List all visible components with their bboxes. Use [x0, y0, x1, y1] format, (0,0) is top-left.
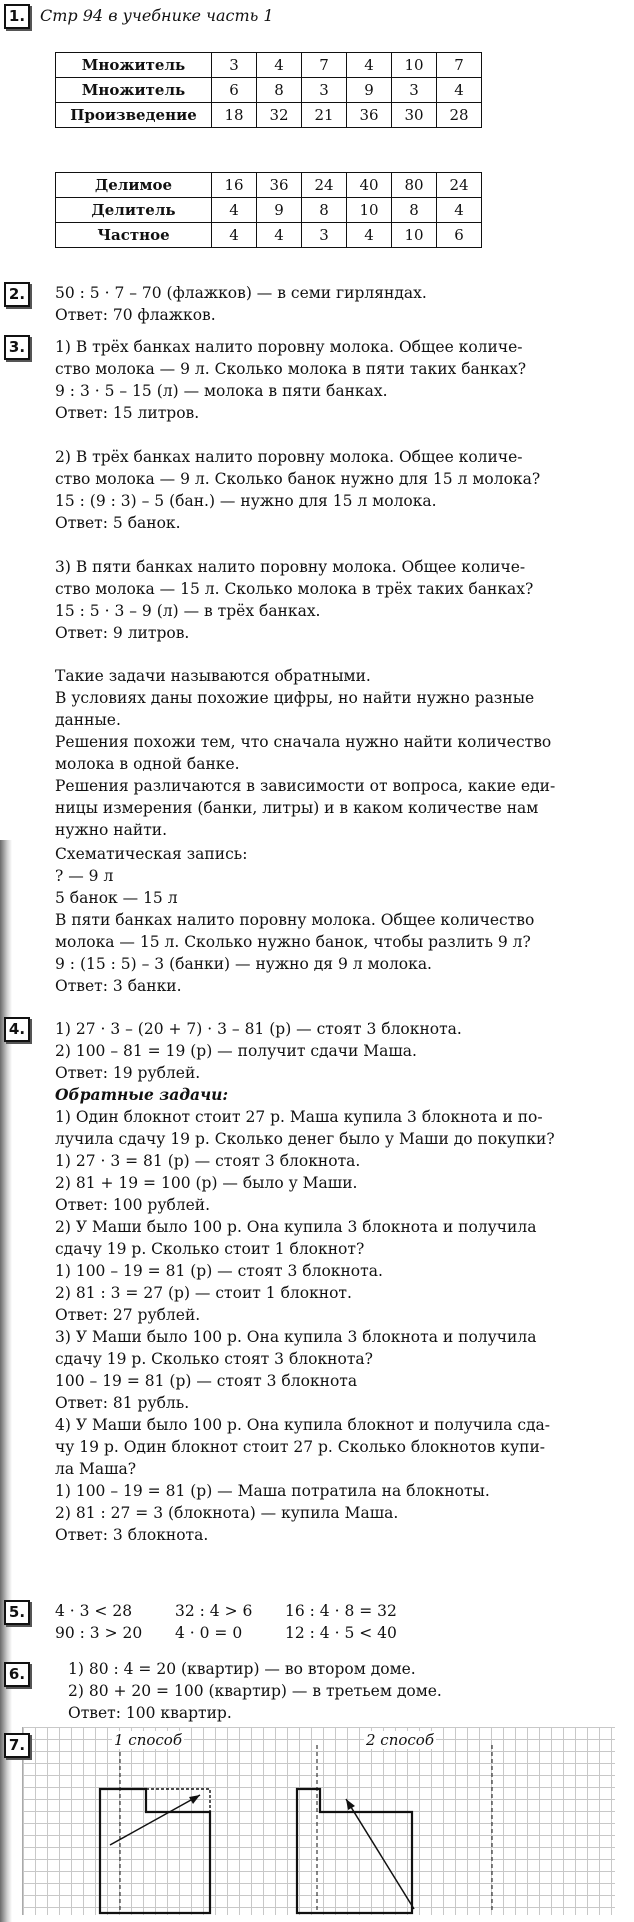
text-line: 2) 80 + 20 = 100 (квартир) — в третьем доме.: [68, 1682, 442, 1700]
text-line: молока в одной банке.: [55, 755, 240, 773]
row-label: Множитель: [56, 53, 212, 78]
text-line: Ответ: 27 рублей.: [55, 1306, 201, 1324]
text-line: ство молока — 15 л. Сколько молока в трёх таких банках?: [55, 580, 534, 598]
text-line: 2) 100 – 81 = 19 (р) — получит сдачи Маша.: [55, 1042, 417, 1060]
table-cell: 4: [212, 223, 257, 248]
text-line: молока — 15 л. Сколько нужно банок, чтобы разлить 9 л?: [55, 933, 531, 951]
text-line: 1) 80 : 4 = 20 (квартир) — во втором доме.: [68, 1660, 416, 1678]
text-line: сдачу 19 р. Сколько стоят 3 блокнота?: [55, 1350, 373, 1368]
table-cell: 24: [302, 173, 347, 198]
text-line: 3) У Маши было 100 р. Она купила 3 блокнота и получила: [55, 1328, 537, 1346]
table-cell: 6: [212, 78, 257, 103]
text-line: 9 : (15 : 5) – 3 (банки) — нужно дя 9 л молока.: [55, 955, 432, 973]
text-line: ство молока — 9 л. Сколько молока в пяти таких банках?: [55, 360, 527, 378]
table-cell: 4: [437, 78, 482, 103]
row-label: Частное: [56, 223, 212, 248]
text-line: 2) 81 : 27 = 3 (блокнота) — купила Маша.: [55, 1504, 399, 1522]
table-cell: 8: [392, 198, 437, 223]
row-label: Делимое: [56, 173, 212, 198]
text-line: чу 19 р. Один блокнот стоит 27 р. Сколько блокнотов купи-: [55, 1438, 546, 1456]
table-cell: 6: [437, 223, 482, 248]
table-cell: 3: [302, 223, 347, 248]
text-line: 15 : (9 : 3) – 5 (бан.) — нужно для 15 л молока.: [55, 492, 437, 510]
table-cell: 3: [212, 53, 257, 78]
text-line: Ответ: 19 рублей.: [55, 1064, 201, 1082]
table-cell: 4: [212, 198, 257, 223]
text-line: [55, 1600, 626, 1622]
text-line: Ответ: 3 блокнота.: [55, 1526, 209, 1544]
text-line: Ответ: 15 литров.: [55, 404, 200, 422]
text-line: 2) В трёх банках налито поровну молока. Общее количе-: [55, 448, 523, 466]
task-5-comparisons: [55, 1600, 626, 1644]
text-line: Решения похожи тем, что сначала нужно найти количество: [55, 733, 552, 751]
task-3-part-2: [55, 446, 626, 534]
text-line: ? — 9 л: [55, 867, 114, 885]
text-line: 1) 100 – 19 = 81 (р) — стоят 3 блокнота.: [55, 1262, 383, 1280]
task-number-2: 2.: [4, 282, 30, 307]
table-cell: 16: [212, 173, 257, 198]
text-line: данные.: [55, 711, 121, 729]
table-row: [56, 53, 482, 78]
table-cell: 36: [257, 173, 302, 198]
text-line: 1) 100 – 19 = 81 (р) — Маша потратила на блокноты.: [55, 1482, 490, 1500]
text-line: Ответ: 100 квартир.: [68, 1704, 232, 1722]
task-3-scheme: [55, 843, 626, 997]
text-line: 3) В пяти банках налито поровну молока. Общее количе-: [55, 558, 526, 576]
text-line: ницы измерения (банки, литры) и в каком количестве нам: [55, 799, 539, 817]
table-cell: 7: [437, 53, 482, 78]
text-line: сдачу 19 р. Сколько стоит 1 блокнот?: [55, 1240, 365, 1258]
task-number-7: 7.: [4, 1733, 30, 1758]
page-header: Стр 94 в учебнике часть 1: [40, 6, 274, 25]
task-4-solution: [55, 1018, 626, 1546]
table-cell: 10: [392, 223, 437, 248]
comparison: 12 : 4 · 5 < 40: [285, 1624, 397, 1642]
text-line: Ответ: 100 рублей.: [55, 1196, 211, 1214]
task-number-3: 3.: [4, 335, 30, 360]
text-line: 1) Один блокнот стоит 27 р. Маша купила 3 блокнота и по-: [55, 1108, 543, 1126]
table-cell: 30: [392, 103, 437, 128]
text-line: нужно найти.: [55, 821, 168, 839]
task-6-solution: [68, 1658, 626, 1724]
text-line: Ответ: 9 литров.: [55, 624, 190, 642]
table-row: [56, 78, 482, 103]
text-line: Такие задачи называются обратными.: [55, 667, 371, 685]
row-label: Произведение: [56, 103, 212, 128]
table-row: [56, 173, 482, 198]
row-label: Множитель: [56, 78, 212, 103]
comparison: 16 : 4 · 8 = 32: [285, 1602, 397, 1620]
text-line: 2) 81 : 3 = 27 (р) — стоит 1 блокнот.: [55, 1284, 352, 1302]
dashed-guide-lines: [120, 1745, 492, 1913]
table-cell: 36: [347, 103, 392, 128]
task-number-1: 1.: [4, 4, 30, 29]
scan-edge-shadow: [0, 840, 12, 1922]
table-cell: 28: [437, 103, 482, 128]
text-line: 4) У Маши было 100 р. Она купила блокнот и получила сда-: [55, 1416, 551, 1434]
table-cell: 10: [347, 198, 392, 223]
table-cell: 40: [347, 173, 392, 198]
text-line: Решения различаются в зависимости от вопроса, какие еди-: [55, 777, 556, 795]
text-line: лучила сдачу 19 р. Сколько денег было у Маши до покупки?: [55, 1130, 555, 1148]
table-row: [56, 223, 482, 248]
text-line: 1) 27 · 3 = 81 (р) — стоят 3 блокнота.: [55, 1152, 361, 1170]
method-2-caption: 2 способ: [366, 1731, 434, 1749]
text-line: 1) В трёх банках налито поровну молока. Общее количе-: [55, 338, 523, 356]
figure-method-1: [100, 1789, 210, 1913]
text-line: Ответ: 3 банки.: [55, 977, 182, 995]
comparison: 90 : 3 > 20: [55, 1624, 143, 1642]
text-line: Ответ: 70 флажков.: [55, 306, 216, 324]
table-cell: 21: [302, 103, 347, 128]
row-label: Делитель: [56, 198, 212, 223]
task-3-part-3: [55, 556, 626, 644]
table-cell: 4: [347, 223, 392, 248]
task-number-6: 6.: [4, 1662, 30, 1687]
table-cell: 18: [212, 103, 257, 128]
text-line: 2) У Маши было 100 р. Она купила 3 блокнота и получила: [55, 1218, 537, 1236]
table-cell: 4: [257, 53, 302, 78]
table-cell: 9: [347, 78, 392, 103]
table-cell: 7: [302, 53, 347, 78]
text-line: Схематическая запись:: [55, 845, 248, 863]
text-line: 50 : 5 · 7 – 70 (флажков) — в семи гирляндах.: [55, 284, 427, 302]
table-cell: 9: [257, 198, 302, 223]
task-2-solution: [55, 282, 626, 326]
comparison: 32 : 4 > 6: [175, 1602, 253, 1620]
text-line: Ответ: 5 банок.: [55, 514, 181, 532]
task-3-part-1: [55, 336, 626, 424]
multiplication-table: [55, 52, 482, 128]
text-line: 100 – 19 = 81 (р) — стоят 3 блокнота: [55, 1372, 358, 1390]
task-number-5: 5.: [4, 1600, 30, 1625]
table-cell: 8: [302, 198, 347, 223]
inverse-tasks-title: Обратные задачи:: [55, 1085, 229, 1104]
table-row: [56, 103, 482, 128]
text-line: 9 : 3 · 5 – 15 (л) — молока в пяти банках.: [55, 382, 388, 400]
table-cell: 80: [392, 173, 437, 198]
division-table: [55, 172, 482, 248]
method-1-caption: 1 способ: [114, 1731, 182, 1749]
table-cell: 8: [257, 78, 302, 103]
table-cell: 3: [392, 78, 437, 103]
text-line: [55, 1622, 626, 1644]
table-cell: 4: [347, 53, 392, 78]
text-line: ство молока — 9 л. Сколько банок нужно для 15 л молока?: [55, 470, 541, 488]
task-number-4: 4.: [4, 1017, 30, 1042]
figure-method-2: [297, 1789, 414, 1913]
task-3-explanation: [55, 665, 626, 841]
text-line: ла Маша?: [55, 1460, 137, 1478]
table-cell: 10: [392, 53, 437, 78]
text-line: Ответ: 81 рубль.: [55, 1394, 190, 1412]
table-row: [56, 198, 482, 223]
table-cell: 4: [257, 223, 302, 248]
figure-drawings: [22, 1727, 614, 1915]
table-cell: 4: [437, 198, 482, 223]
text-line: 2) 81 + 19 = 100 (р) — было у Маши.: [55, 1174, 358, 1192]
table-cell: 32: [257, 103, 302, 128]
text-line: 5 банок — 15 л: [55, 889, 178, 907]
text-line: 1) 27 · 3 – (20 + 7) · 3 – 81 (р) — стоят 3 блокнота.: [55, 1020, 462, 1038]
table-cell: 24: [437, 173, 482, 198]
text-line: В пяти банках налито поровну молока. Общее количество: [55, 911, 535, 929]
comparison: 4 · 0 = 0: [175, 1624, 243, 1642]
text-line: 15 : 5 · 3 – 9 (л) — в трёх банках.: [55, 602, 321, 620]
comparison: 4 · 3 < 28: [55, 1602, 133, 1620]
text-line: В условиях даны похожие цифры, но найти нужно разные: [55, 689, 535, 707]
table-cell: 3: [302, 78, 347, 103]
